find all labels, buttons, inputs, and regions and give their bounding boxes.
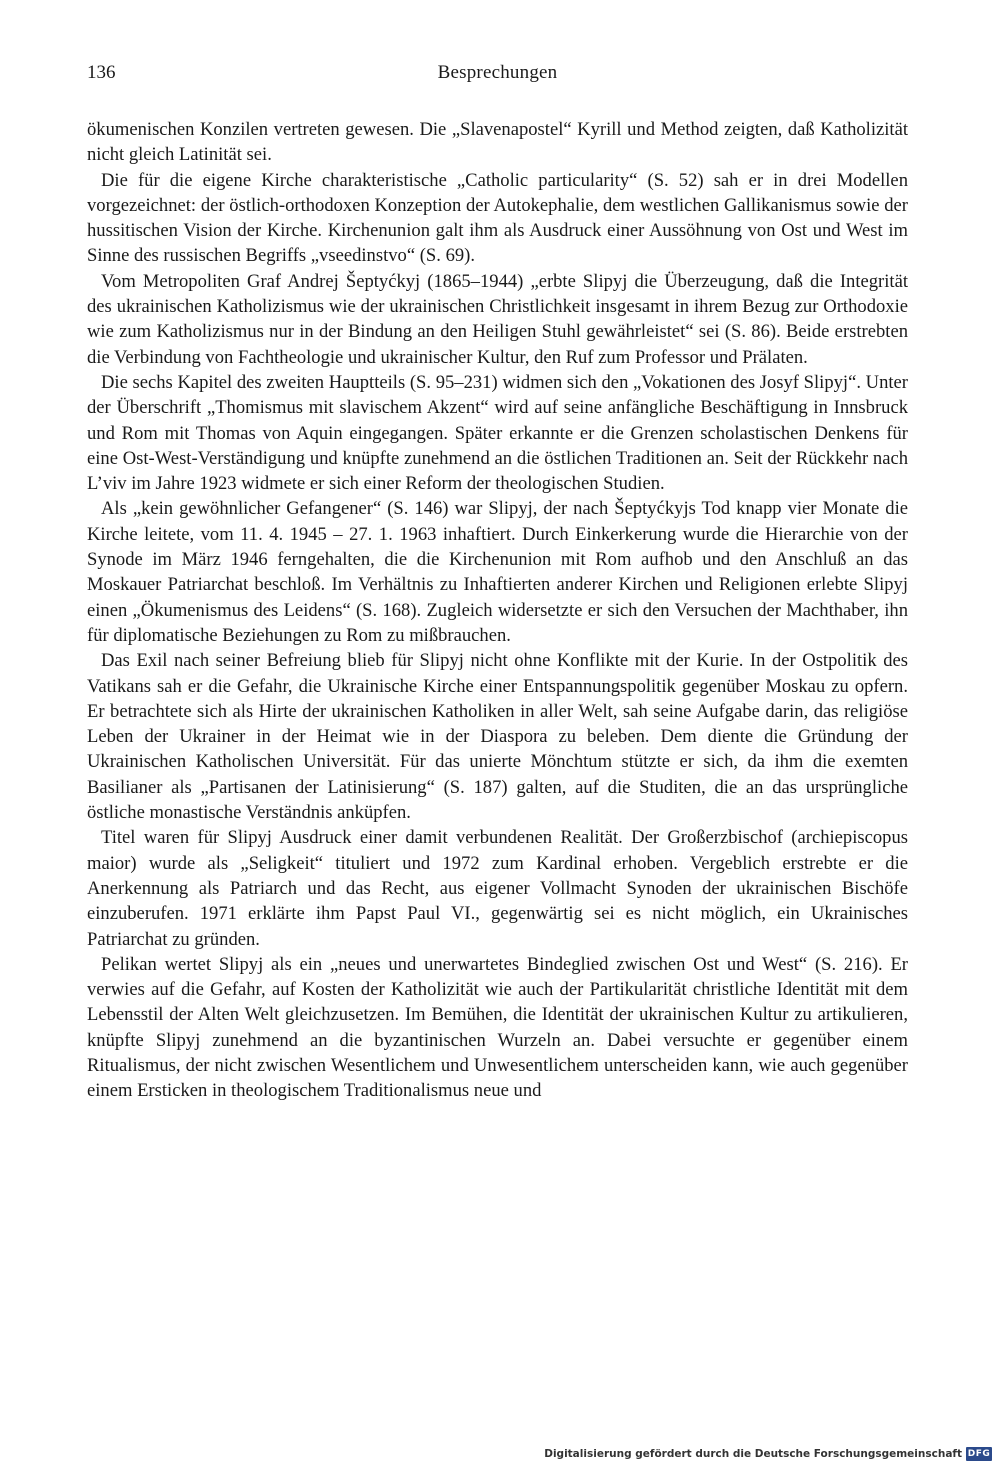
- paragraph: Das Exil nach seiner Befreiung blieb für Slipyj nicht ohne Konflikte mit der Kurie. In der Ostpolitik des Vatikans sah er die Gefahr, die Ukrainische Kirche einer Entspannungspolitik gegenüber Moskau zu opfern. Er betrachtete sich als Hirte der ukrainischen Katholiken in aller Welt, sah seine Aufgabe darin, das religiöse Leben der Ukrainer in der Heimat wie in der Diaspora zu beleben. Dem diente die Gründung der Ukrainischen Katholischen Universität. Für das unierte Mönchtum stützte er sich, da ihm die exemten Basilianer als „Partisanen der Latinisierung“ (S. 187) galten, auf die Studiten, die an das ursprüngliche östliche monastische Verständnis anküpfen.: [87, 650, 908, 824]
- footer-credit: [544, 1444, 992, 1464]
- body-text: [87, 117, 908, 1104]
- page-number: 136: [87, 62, 116, 83]
- digitization-credit-text: Digitalisierung gefördert durch die Deutsche Forschungsgemeinschaft: [544, 1448, 962, 1460]
- running-head: Besprechungen: [437, 62, 558, 83]
- paragraph: Als „kein gewöhnlicher Gefangener“ (S. 146) war Slipyj, der nach Šeptyćkyjs Tod knapp vier Monate die Kirche leitete, vom 11. 4. 1945 – 27. 1. 1963 inhaftiert. Durch Einkerkerung wurde die Hierarchie von der Synode im März 1946 ferngehalten, die die Kirchenunion mit Rom aufhob und den Anschluß an das Moskauer Patriarchat beschloß. Im Verhältnis zu Inhaftierten anderer Kirchen und Religionen erlebte Slipyj einen „Ökumenismus des Leidens“ (S. 168). Zugleich widersetzte er sich den Versuchen der Machthaber, ihn für diplomatische Beziehungen zu Rom zu mißbrauchen.: [87, 498, 908, 646]
- paragraph: ökumenischen Konzilen vertreten gewesen. Die „Slavenapostel“ Kyrill und Method zeigten, daß Katholizität nicht gleich Latinität sei.: [87, 119, 908, 166]
- dfg-logo-icon: DFG: [967, 1449, 991, 1459]
- paragraph: Vom Metropoliten Graf Andrej Šeptyćkyj (1865–1944) „erbte Slipyj die Überzeugung, daß die Integrität des ukrainischen Katholizismus wie der ukrainischen Christlichkeit insgesamt in ihrem Bezug zur Orthodoxie wie zum Katholizismus nur in der Bindung an den Heiligen Stuhl gewährleistet“ sei (S. 86). Beide erstrebten die Verbindung von Fachtheologie und ukrainischer Kultur, den Ruf zum Professor und Prälaten.: [87, 270, 908, 368]
- paragraph: Titel waren für Slipyj Ausdruck einer damit verbundenen Realität. Der Großerzbischof (archiepiscopus maior) wurde als „Seligkeit“ tituliert und 1972 zum Kardinal erhoben. Vergeblich erstrebte er die Anerkennung als Patriarch und das Recht, aus eigener Vollmacht Synoden der ukrainischen Bischöfe einzuberufen. 1971 erklärte ihm Papst Paul VI., gegenwärtig sei es nicht möglich, ein Ukrainisches Patriarchat zu gründen.: [87, 827, 908, 950]
- paragraph: Die sechs Kapitel des zweiten Hauptteils (S. 95–231) widmen sich den „Vokationen des Josyf Slipyj“. Unter der Überschrift „Thomismus mit slavischem Akzent“ wird auf seine anfängliche Beschäftigung in Innsbruck und Rom mit Thomas von Aquin eingegangen. Später erkannte er die Grenzen scholastischen Denkens für eine Ost-West-Verständigung und knüpfte zunehmend an die östlichen Traditionen an. Seit der Rückkehr nach L’viv im Jahre 1923 widmete er sich einer Reform der theologischen Studien.: [87, 371, 908, 495]
- paragraph: Die für die eigene Kirche charakteristische „Catholic particularity“ (S. 52) sah er in drei Modellen vorgezeichnet: der östlich-orthodoxen Konzeption der Autokephalie, dem westlichen Gallikanismus sowie der hussitischen Vision der Kirche. Kirchenunion galt ihm als Ausdruck einer Aussöhnung von Ost und West im Sinne des russischen Begriffs „vseedinstvo“ (S. 69).: [87, 169, 908, 267]
- page-header: [87, 62, 908, 92]
- paragraph: Pelikan wertet Slipyj als ein „neues und unerwartetes Bindeglied zwischen Ost und West“ (S. 216). Er verwies auf die Gefahr, auf Kosten der Katholizität wie auch der Partikularität christliche Identität mit dem Lebensstil der Alten Welt gleichzusetzen. Im Bemühen, die Identität der ukrainischen Kultur zu artikulieren, knüpfte Slipyj zunehmend an die byzantinischen Wurzeln an. Dabei versuchte er gegenüber einem Ritualismus, der nicht zwischen Wesentlichem und Unwesentlichem unterscheiden kann, wie auch gegenüber einem Ersticken in theologischem Traditionalismus neue und: [87, 953, 908, 1102]
